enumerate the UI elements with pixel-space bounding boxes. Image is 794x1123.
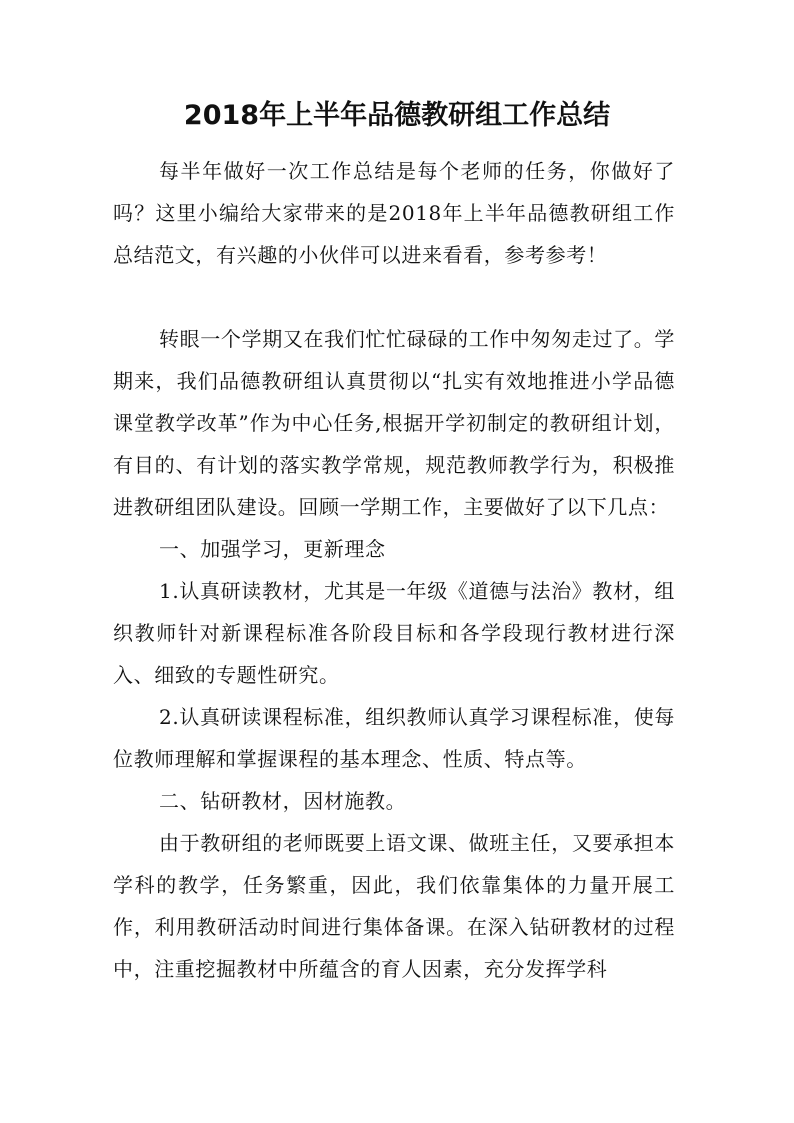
section-heading-materials: 二、钻研教材，因材施教。 — [159, 789, 407, 813]
intro-paragraph: 每半年做好一次工作总结是每个老师的任务，你做好了吗？这里小编给大家带来的是2018年上半年品德教研组工作总结范文，有兴趣的小伙伴可以进来看看，参考参考！ — [113, 159, 675, 267]
summary-paragraph: 转眼一个学期又在我们忙忙碌碌的工作中匆匆走过了。学期来，我们品德教研组认真贯彻以“扎实有效地推进小学品德课堂教学改革”作为中心任务,根据开学初制定的教研组计划，有目的、有计划的落实教学常规，规范教师教学行为，积极推进教研组团队建设。回顾一学期工作，主要做好了以下几点： — [113, 327, 675, 519]
materials-paragraph: 由于教研组的老师既要上语文课、做班主任，又要承担本学科的教学，任务繁重，因此，我们依靠集体的力量开展工作，利用教研活动时间进行集体备课。在深入钻研教材的过程中，注重挖掘教材中所蕴含的育人因素，充分发挥学科 — [113, 831, 675, 981]
learning-item-2: 2.认真研读课程标准，组织教师认真学习课程标准，使每位教师理解和掌握课程的基本理念、性质、特点等。 — [113, 705, 675, 771]
document-body — [113, 150, 675, 990]
document-title: 2018年上半年品德教研组工作总结 — [183, 100, 611, 131]
learning-item-1: 1.认真研读教材，尤其是一年级《道德与法治》教材，组织教师针对新课程标准各阶段目标和各学段现行教材进行深入、细致的专题性研究。 — [113, 579, 675, 687]
section-heading-learning: 一、加强学习，更新理念 — [159, 537, 386, 561]
